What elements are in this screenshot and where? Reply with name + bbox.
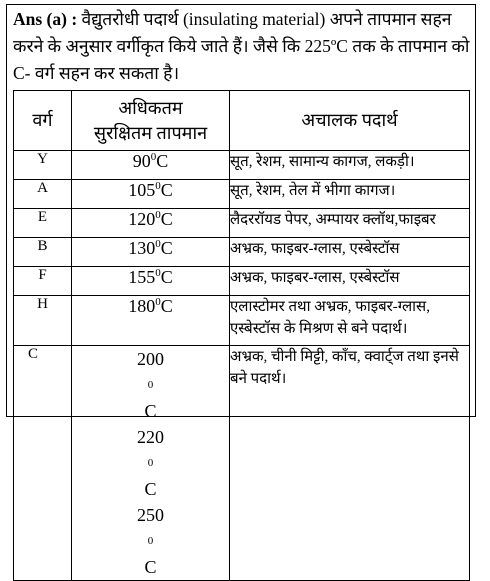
answer-label: Ans (a) : [13,9,78,29]
temp-value: 250 [137,505,164,525]
temp-unit: C [144,557,157,577]
header-max-temp-line2: सुरक्षितम तापमान [93,122,208,143]
table-row [14,238,470,267]
header-max-temp [72,91,230,151]
cell-class: A [14,180,72,209]
table-header-row [14,91,470,151]
cell-material: अभ्रक, फाइबर-ग्लास, एस्बेस्टॉस [230,238,470,267]
cell-temp [72,238,230,267]
degree-sign: 0 [155,267,161,279]
table-row [14,267,470,296]
cell-material: अभ्रक, चीनी मिट्टी, काँच, क्वार्ट्ज तथा इनसे बने पदार्थ। [230,346,470,581]
cell-temp [72,209,230,238]
degree-sign: 0 [147,379,154,391]
header-material: अचालक पदार्थ [230,91,470,151]
cell-material: लैदररॉयड पेपर, अम्पायर क्लॉथ,फाइबर [230,209,470,238]
header-class: वर्ग [14,91,72,151]
answer-text: वैद्युतरोधी पदार्थ (insulating material) अपने तापमान सहन करने के अनुसार वर्गीकृत किये जाते हैं। जैसे कि 225ºC तक के तापमान को C- वर्ग सहन कर सकता है। [13,9,470,83]
temp-unit: C [160,267,173,287]
temp-value: 180 [128,296,156,316]
temp-line [72,424,229,502]
degree-sign: 0 [147,457,154,469]
header-max-temp-line1: अधिकतम [118,97,183,118]
cell-temp [72,180,230,209]
cell-class: C [14,346,72,581]
cell-class: Y [14,151,72,180]
degree-sign: 0 [155,209,161,221]
table-row [14,151,470,180]
cell-material: एलास्टोमर तथा अभ्रक, फाइबर-ग्लास, एस्बेस्टॉस के मिश्रण से बने पदार्थ। [230,296,470,346]
temp-unit: C [160,209,173,229]
temp-unit: C [144,479,157,499]
temp-value: 90 [132,151,151,171]
temp-value: 155 [128,267,156,287]
temp-line [72,346,229,424]
temp-line [72,502,229,580]
table-row [14,180,470,209]
table-row [14,296,470,346]
cell-class: B [14,238,72,267]
temp-value: 105 [128,180,156,200]
cell-class: F [14,267,72,296]
temp-unit: C [156,151,169,171]
degree-sign: 0 [150,151,157,163]
cell-temp [72,346,230,581]
degree-sign: 0 [147,535,154,547]
temp-unit: C [160,180,173,200]
table-row [14,346,470,581]
cell-class: H [14,296,72,346]
temp-value: 130 [128,238,156,258]
temp-value: 120 [128,209,156,229]
table-row [14,209,470,238]
degree-sign: 0 [155,238,161,250]
temp-unit: C [160,238,173,258]
cell-temp [72,151,230,180]
cell-class: E [14,209,72,238]
answer-intro [13,6,471,87]
cell-material: सूत, रेशम, सामान्य कागज, लकड़ी। [230,151,470,180]
insulation-class-table [13,90,470,581]
temp-unit: C [160,296,173,316]
cell-temp [72,267,230,296]
degree-sign: 0 [155,180,161,192]
cell-material: सूत, रेशम, तेल में भीगा कागज। [230,180,470,209]
degree-sign: 0 [155,296,161,308]
temp-value: 220 [137,427,164,447]
cell-temp [72,296,230,346]
temp-value: 200 [137,349,164,369]
cell-material: अभ्रक, फाइबर-ग्लास, एस्बेस्टॉस [230,267,470,296]
temp-unit: C [144,401,157,421]
